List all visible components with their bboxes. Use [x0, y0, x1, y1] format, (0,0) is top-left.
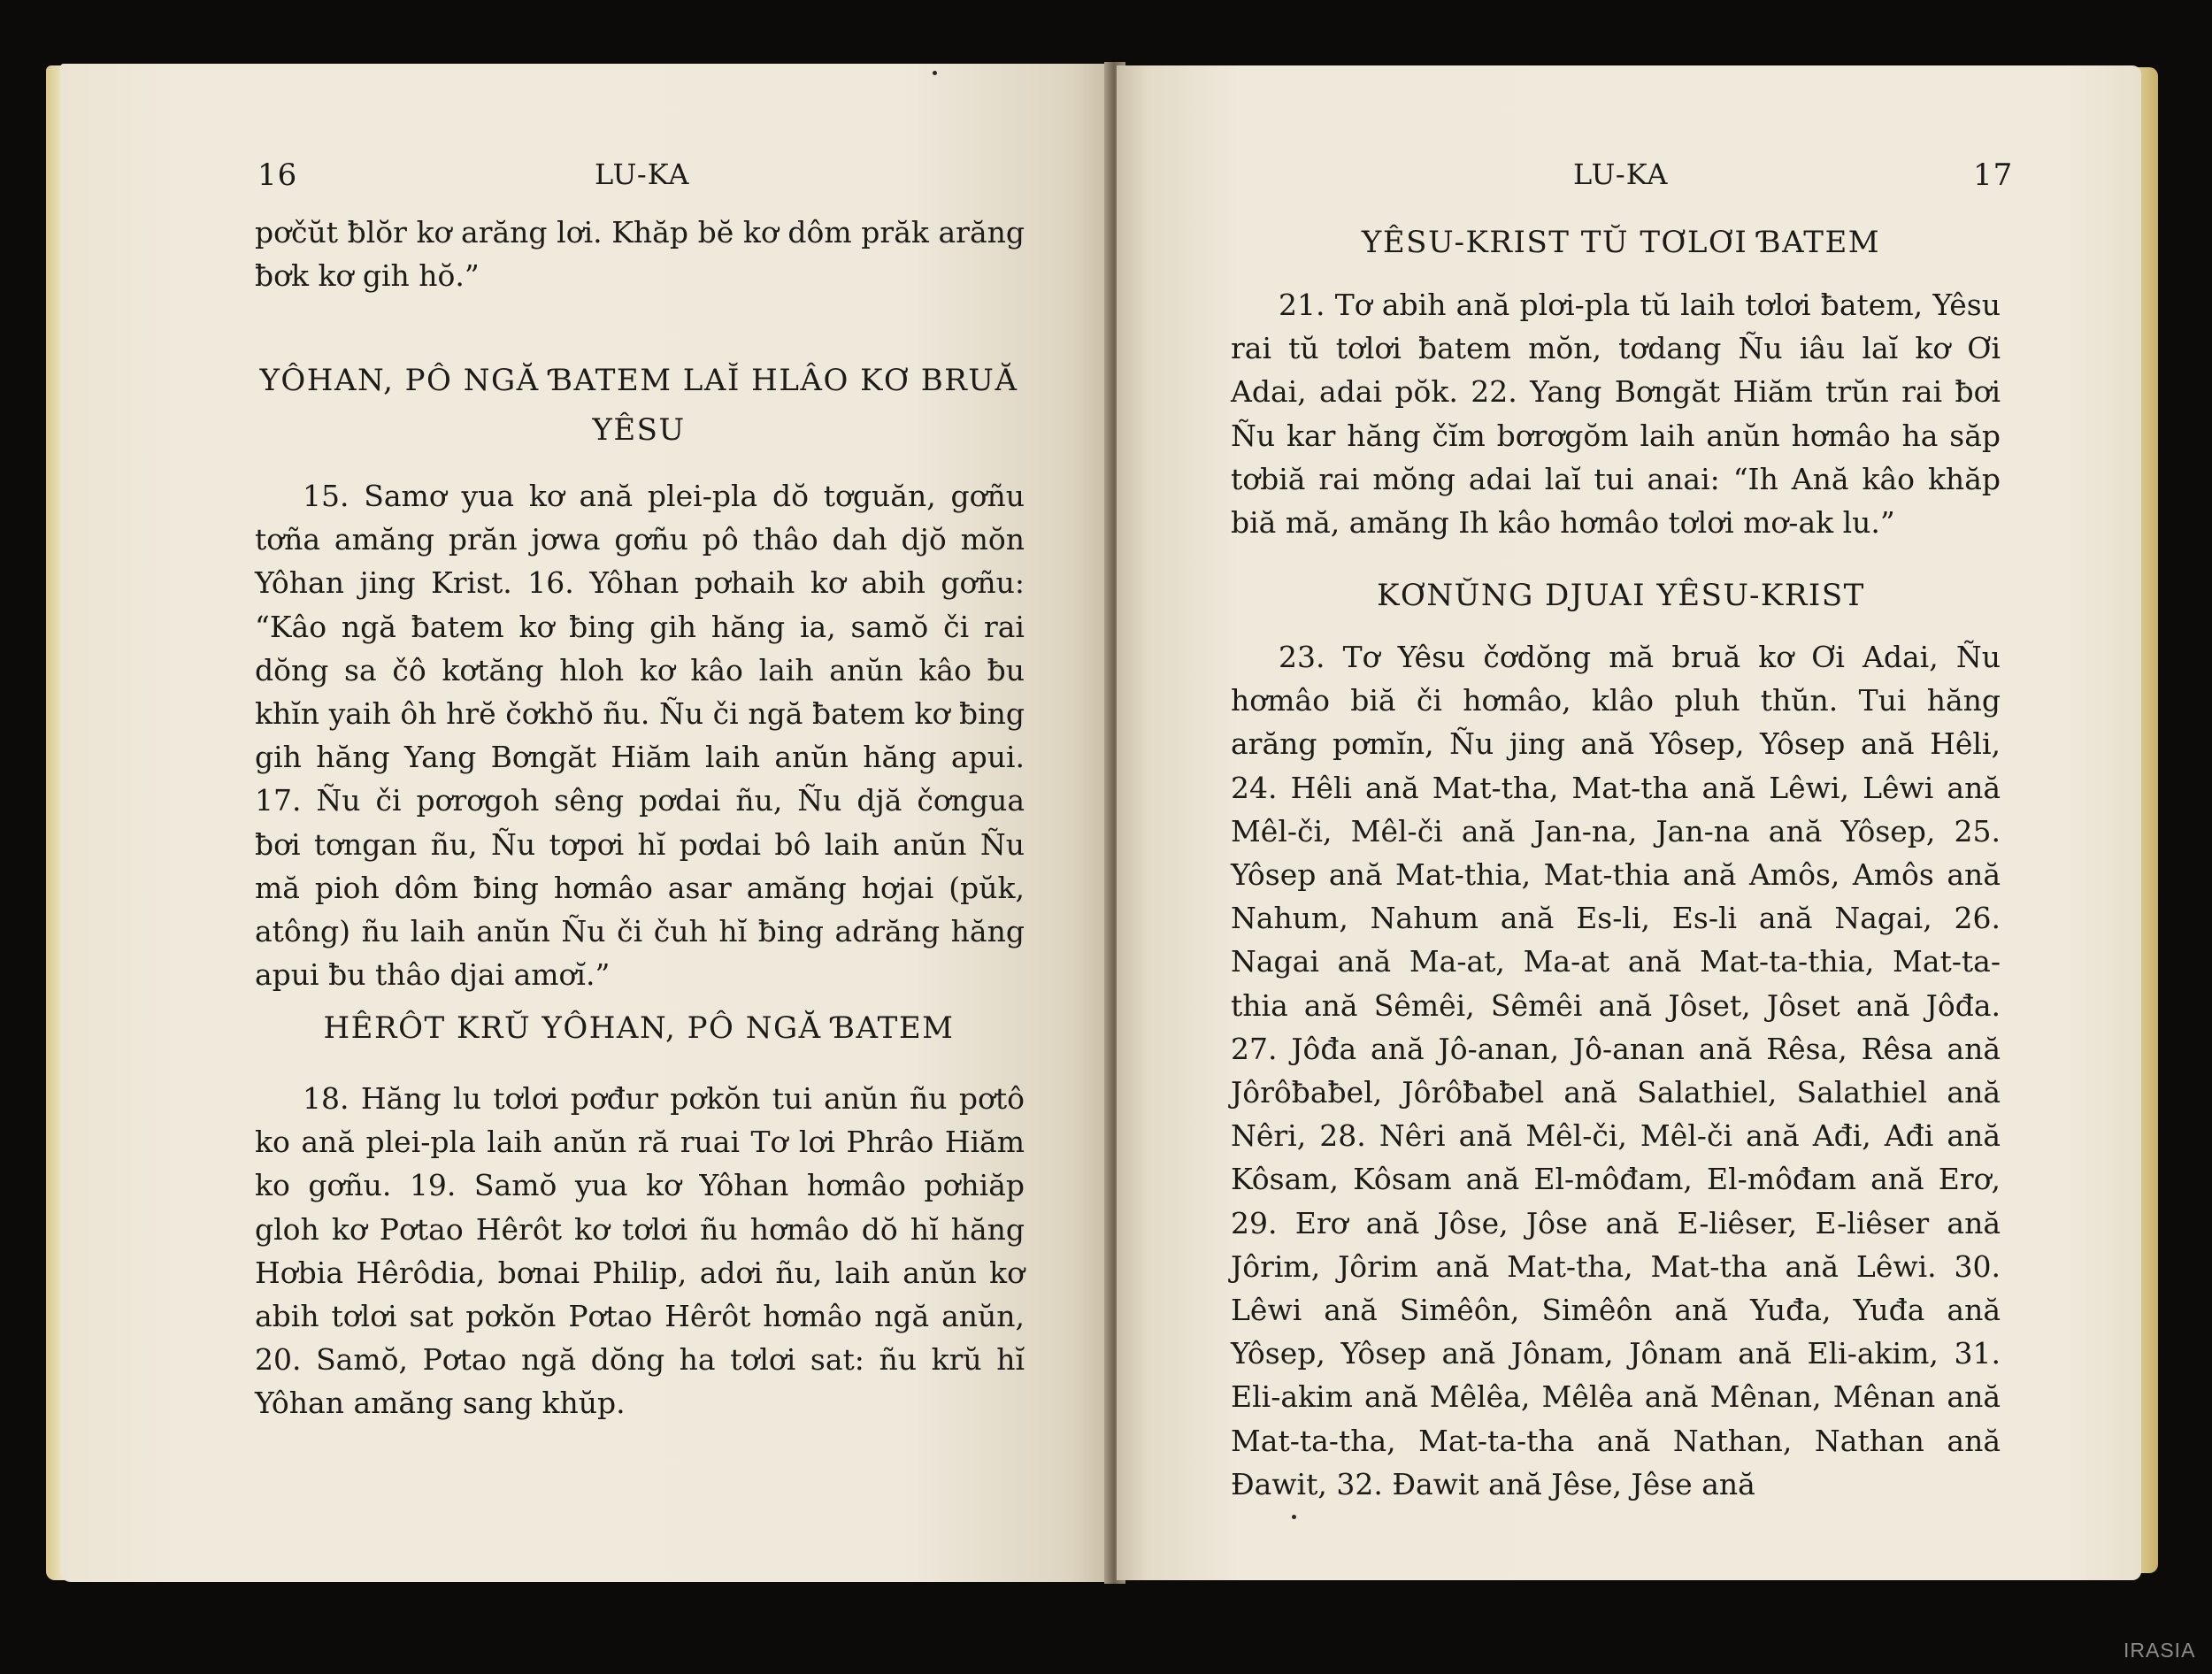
- left-section-heading-1: YÔHAN, PÔ NGĂ ƁATEM LAĬ HLÂO KƠ BRUĂ YÊSU: [259, 363, 1018, 448]
- right-section-heading-2: KƠNŬNG DJUAI YÊSU-KRIST: [1377, 578, 1865, 613]
- paragraph-verses-21-22: 21. Tơ abih ană plơi-pla tŭ laih tơlơi ƀatem, Yêsu rai tŭ tơlơi ƀatem mŏn, tơdang Ñu iâu laĭ kơ Ơi Adai, adai pŏk. 22. Yang Bơngăt Hiăm trŭn rai ƀơi Ñu kar hăng čĭm bơrơgŏm laih anŭn hơmâo ha săp tơbiă rai mŏng adai laĭ tui anai: “Ih Ană kâo khăp biă mă, amăng Ih kâo hơmâo tơlơi mơ-ak lu.”: [1231, 288, 2001, 541]
- right-paragraph-block-1: [1231, 283, 2001, 544]
- left-opening-text: [255, 211, 1025, 297]
- left-paragraph-block-2: [255, 1077, 1025, 1425]
- paragraph-verses-18-20: 18. Hăng lu tơlơi pơđur pơkŏn tui anŭn ñu pơtô ko ană plei-pla laih anŭn ră ruai Tơ lơi Phrâo Hiăm ko gơñu. 19. Samŏ yua kơ Yôhan hơmâo pơhiăp gloh kơ Pơtao Hêrôt kơ tơlơi ñu hơmâo dŏ hĭ hăng Hơbia Hêrôdia, bơnai Philip, adơi ñu, laih anŭn kơ abih tơlơi sat pơkŏn Pơtao Hêrôt hơmâo ngă anŭn, 20. Samŏ, Pơtao ngă dŏng ha tơlơi sat: ñu krŭ hĭ Yôhan amăng sang khŭp.: [255, 1081, 1025, 1421]
- opening-paragraph: pơčŭt ƀlŏr kơ arăng lơi. Khăp bĕ kơ dôm prăk arăng ƀơk kơ gih hŏ.”: [255, 215, 1025, 294]
- right-paragraph-block-2: [1231, 635, 2001, 1506]
- left-page-number: 16: [257, 157, 298, 193]
- paper-speck: [1292, 1515, 1296, 1519]
- left-section-heading-2: HÊRÔT KRŬ YÔHAN, PÔ NGĂ ƁATEM: [323, 1010, 955, 1046]
- right-section-heading-1: YÊSU-KRIST TŬ TƠLƠI ƁATEM: [1361, 225, 1881, 260]
- watermark-label: IRASIA: [2124, 1639, 2196, 1662]
- right-page-number: 17: [1973, 157, 2014, 193]
- right-running-head: LU-KA: [1573, 157, 1669, 191]
- paragraph-verses-15-17: 15. Samơ yua kơ ană plei-pla dŏ tơguăn, gơñu tơña amăng prăn jơwa gơñu pô thâo dah djŏ mŏn Yôhan jing Krist. 16. Yôhan pơhaih kơ abih gơñu: “Kâo ngă ƀatem kơ ƀing gih hăng ia, samŏ či rai dŏng sa čô kơtăng hloh kơ kâo laih anŭn kâo ƀu khĭn yaih ôh hrĕ čơkhŏ ñu. Ñu či ngă ƀatem kơ ƀing gih hăng Yang Bơngăt Hiăm laih anŭn hăng apui. 17. Ñu či pơrơgoh sêng pơdai ñu, Ñu djă čơngua ƀơi tơngan ñu, Ñu tơpơi hĭ pơdai bô laih anŭn Ñu mă pioh dôm ƀing hơmâo asar amăng hơjai (pŭk, atông) ñu laih anŭn Ñu či čuh hĭ ƀing adrăng hăng apui ƀu thâo djai amơĭ.”: [255, 479, 1025, 993]
- left-paragraph-block-1: [255, 474, 1025, 996]
- paragraph-verses-23-32: 23. Tơ Yêsu čơdŏng mă bruă kơ Ơi Adai, Ñu hơmâo biă či hơmâo, klâo pluh thŭn. Tui hăng arăng pơmĭn, Ñu jing ană Yôsep, Yôsep ană Hêli, 24. Hêli ană Mat-tha, Mat-tha ană Lêwi, Lêwi ană Mêl-či, Mêl-či ană Jan-na, Jan-na ană Yôsep, 25. Yôsep ană Mat-thia, Mat-thia ană Amôs, Amôs ană Nahum, Nahum ană Es-li, Es-li ană Nagai, 26. Nagai ană Ma-at, Ma-at ană Mat-ta-thia, Mat-ta-thia ană Sêmêi, Sêmêi ană Jôset, Jôset ană Jôđa. 27. Jôđa ană Jô-anan, Jô-anan ană Rêsa, Rêsa ană Jôrôƀaƀel, Jôrôƀaƀel ană Salathiel, Salathiel ană Nêri, 28. Nêri ană Mêl-či, Mêl-či ană Ađi, Ađi ană Kôsam, Kôsam ană El-môđam, El-môđam ană Erơ, 29. Erơ ană Jôse, Jôse ană E-liêser, E-liêser ană Jôrim, Jôrim ană Mat-tha, Mat-tha ană Lêwi. 30. Lêwi ană Simêôn, Simêôn ană Yuđa, Yuđa ană Yôsep, Yôsep ană Jônam, Jônam ană Eli-akim, 31. Eli-akim ană Mêlêa, Mêlêa ană Mênan, Mênan ană Mat-ta-tha, Mat-ta-tha ană Nathan, Nathan ană Đawit, 32. Đawit ană Jêse, Jêse ană: [1231, 640, 2001, 1501]
- paper-speck: [933, 71, 937, 75]
- left-running-head: LU-KA: [595, 157, 690, 191]
